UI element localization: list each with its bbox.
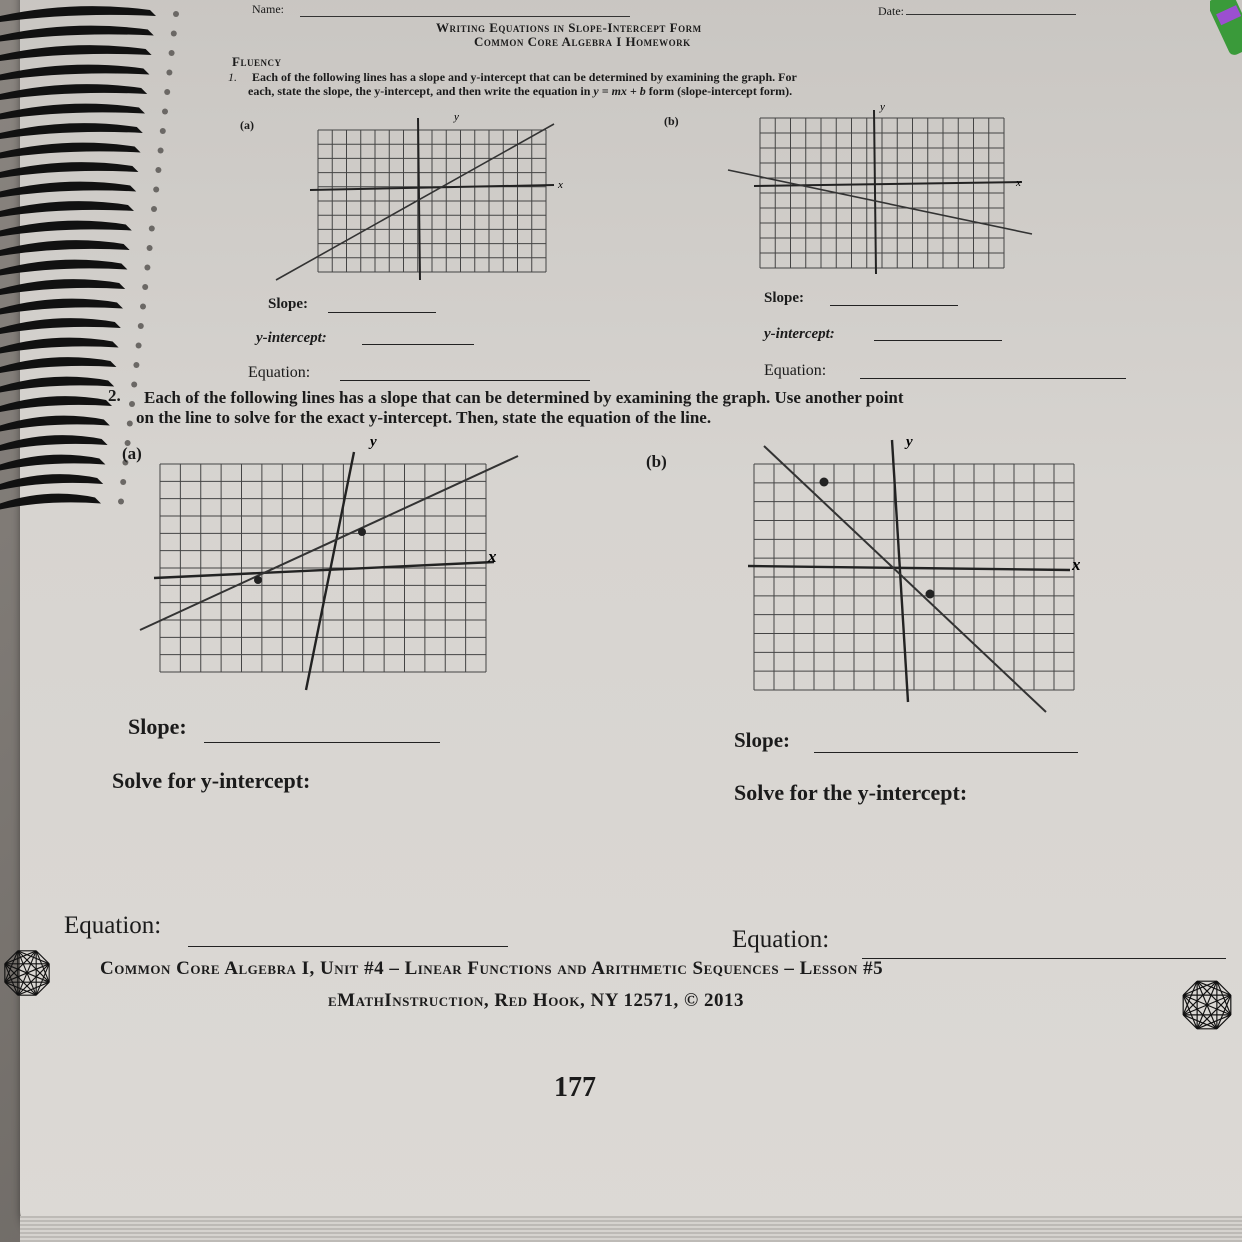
q2a-equation-label: Equation: (64, 912, 162, 939)
binding-hole (158, 148, 164, 154)
logo-stroke (36, 982, 49, 995)
q1b-graph (724, 104, 1044, 280)
section-heading: Fluency (232, 54, 282, 69)
binding-hole (162, 109, 168, 115)
coil-loop (0, 104, 145, 120)
q1a-slope-line[interactable] (328, 312, 436, 313)
q1a-graph (268, 112, 568, 292)
binding-hole (149, 226, 155, 232)
q2-text-line2: on the line to solve for the exact y-intercept. Then, state the equation of the line. (136, 408, 712, 427)
binding-hole (164, 89, 170, 95)
worksheet-subtitle: Common Core Algebra I Homework (474, 34, 691, 49)
q1a-slope-label: Slope: (268, 296, 309, 312)
coil-loop (0, 416, 110, 432)
coil-loop (0, 396, 112, 412)
q2b-point-2 (926, 590, 935, 599)
q1a-y-label: y (454, 112, 459, 123)
q2a-equation-line[interactable] (188, 946, 508, 947)
page-stack-edge (20, 1216, 1242, 1242)
binding-hole (171, 31, 177, 37)
q2a-line (140, 456, 518, 630)
q1b-equation-label: Equation: (764, 362, 827, 379)
coil-loop (0, 377, 114, 393)
binding-hole (127, 421, 133, 427)
date-label: Date: (878, 4, 904, 18)
binding-hole (140, 304, 146, 310)
q1b-label: (b) (664, 114, 679, 128)
q2b-label: (b) (646, 452, 667, 471)
q2-number: 2. (108, 386, 121, 405)
binding-hole (136, 343, 142, 349)
q2b-equation-line[interactable] (862, 958, 1226, 959)
binding-hole (133, 362, 139, 368)
q2a-slope-line[interactable] (204, 742, 440, 743)
q2b-y-label: y (906, 434, 913, 450)
page-number: 177 (554, 1072, 596, 1103)
q1a-grid (318, 130, 546, 272)
q2a-x-label: x (488, 547, 497, 566)
logo-stroke (18, 951, 49, 982)
emath-logo-left (0, 946, 54, 1000)
q1b-equation-line[interactable] (860, 378, 1126, 379)
coil-loop (0, 84, 147, 100)
logo-stroke (1197, 995, 1231, 1029)
binding-hole (118, 499, 124, 505)
logo-stroke (1217, 1015, 1231, 1029)
q2b-grid (754, 464, 1074, 690)
coil-loop (0, 201, 134, 217)
logo-stroke (36, 951, 49, 964)
coil-loop (0, 26, 154, 42)
q1a-yint-label: y-intercept: (256, 330, 327, 346)
q1-equation-form: y = mx + b (593, 84, 646, 98)
logo-stroke (1183, 981, 1197, 995)
binding-hole (169, 50, 175, 56)
q1b-x-label: x (1016, 177, 1021, 189)
coil-loop (0, 240, 130, 256)
logo-stroke (18, 964, 49, 995)
coil-loop (0, 123, 143, 139)
binding-hole (129, 401, 135, 407)
q1a-label: (a) (240, 118, 254, 132)
q1a-yint-line[interactable] (362, 344, 474, 345)
coil-loop (0, 474, 103, 490)
logo-stroke (5, 951, 18, 964)
q2b-slope-line[interactable] (814, 752, 1078, 753)
coil-loop (0, 260, 127, 276)
coil-loop (0, 45, 152, 61)
q1a-x-label: x (558, 179, 563, 191)
binding-hole (166, 70, 172, 76)
q1b-grid (760, 118, 1004, 268)
q1-text-line2: each, state the slope, the y-intercept, and then write the equation in (248, 84, 591, 98)
q1-text-line1: Each of the following lines has a slope and y-intercept that can be determined by examining the graph. For (252, 70, 797, 84)
q2a-x-axis (154, 562, 494, 578)
binding-hole (144, 265, 150, 271)
coil-loop (0, 299, 123, 315)
q2a-point-2 (358, 528, 366, 536)
binding-hole (120, 479, 126, 485)
coil-loop (0, 221, 132, 237)
coil-loop (0, 143, 141, 159)
footer-line1: Common Core Algebra I, Unit #4 – Linear Functions and Arithmetic Sequences – Lesson #5 (100, 958, 884, 979)
q1b-y-label: y (880, 104, 885, 113)
coil-loop (0, 182, 136, 198)
q1a-equation-label: Equation: (248, 364, 311, 381)
emath-logo-right (1176, 976, 1238, 1034)
logo-stroke (1197, 981, 1231, 1015)
q2a-slope-label: Slope: (128, 714, 187, 739)
q1b-slope-label: Slope: (764, 290, 805, 306)
coil-loop (0, 494, 101, 510)
footer-line2: eMathInstruction, Red Hook, NY 12571, © 2013 (328, 990, 744, 1011)
coil-loop (0, 65, 149, 81)
q1b-slope-line[interactable] (830, 305, 958, 306)
coil-loop (0, 162, 138, 178)
q2a-y-label: y (370, 434, 377, 450)
binding-hole (173, 11, 179, 17)
q2-text-line1: Each of the following lines has a slope that can be determined by examining the graph. Use another point (144, 388, 904, 407)
binding-hole (147, 245, 153, 251)
binding-hole (153, 187, 159, 193)
coil-loop (0, 279, 125, 295)
q2b-point-1 (820, 478, 829, 487)
binding-hole (138, 323, 144, 329)
q1b-yint-line[interactable] (874, 340, 1002, 341)
logo-stroke (1183, 981, 1217, 1015)
coil-loop (0, 455, 105, 471)
q2b-slope-label: Slope: (734, 728, 791, 752)
q1-text-line2-end: form (slope-intercept form). (648, 84, 793, 98)
coil-loop (0, 357, 116, 373)
logo-stroke (5, 964, 36, 995)
date-line[interactable] (906, 14, 1076, 15)
worksheet-title: Writing Equations in Slope-Intercept Form (436, 20, 702, 35)
logo-stroke (1217, 981, 1231, 995)
q1a-equation-line[interactable] (340, 380, 590, 381)
coil-loop (0, 435, 108, 451)
marker-cap (1210, 0, 1242, 60)
q1b-line (728, 170, 1032, 234)
logo-stroke (5, 982, 18, 995)
q1b-y-axis (874, 110, 876, 274)
q2b-x-label: x (1072, 555, 1080, 574)
binding-hole (155, 167, 161, 173)
binding-hole (142, 284, 148, 290)
q2b-equation-label: Equation: (732, 926, 830, 953)
binding-hole (151, 206, 157, 212)
logo-stroke (5, 951, 36, 982)
coil-loop (0, 318, 121, 334)
coil-loop (0, 6, 156, 22)
q2a-label: (a) (122, 444, 142, 463)
name-line[interactable] (300, 16, 630, 17)
q2b-graph (740, 430, 1080, 720)
name-label: Name: (252, 2, 284, 16)
q2a-graph (132, 428, 532, 694)
q2a-solve-label: Solve for y-intercept: (112, 768, 311, 793)
binding-hole (131, 382, 137, 388)
logo-stroke (1183, 1015, 1197, 1029)
logo-stroke (1183, 995, 1217, 1029)
q1b-yint-label: y-intercept: (764, 326, 835, 342)
q2b-x-axis (748, 566, 1070, 570)
q2a-grid (160, 464, 486, 672)
binding-hole (160, 128, 166, 134)
q1-number: 1. (228, 70, 237, 84)
coil-loop (0, 338, 119, 354)
q2a-point-1 (254, 576, 262, 584)
q2b-solve-label: Solve for the y-intercept: (734, 780, 968, 805)
